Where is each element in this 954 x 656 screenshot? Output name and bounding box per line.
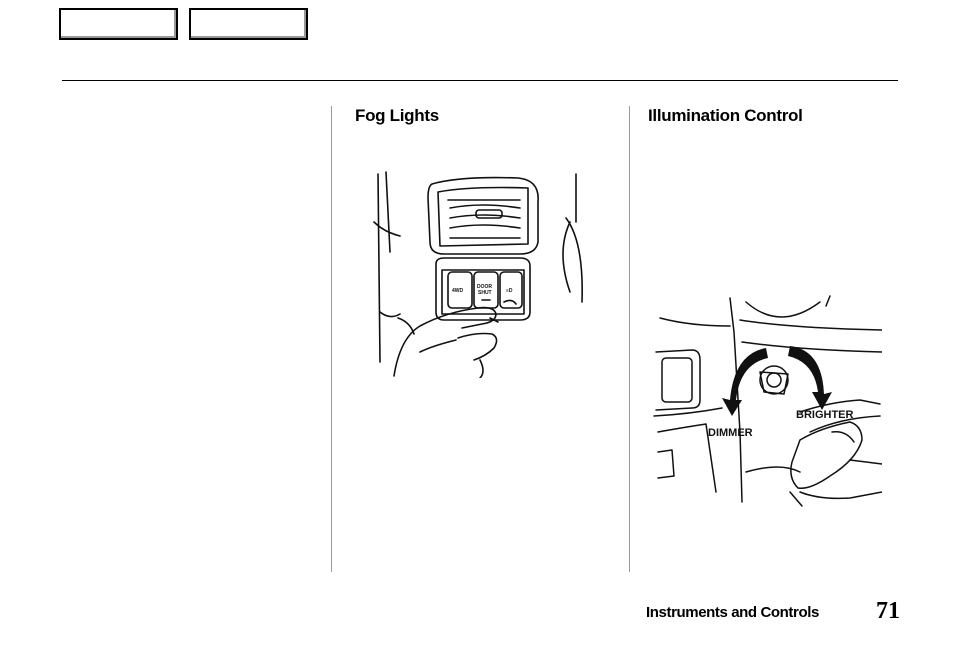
svg-text:≡D: ≡D [506,288,513,294]
header-rule [62,80,898,81]
nav-button-previous[interactable] [59,8,178,40]
fog-lights-heading: Fog Lights [355,106,439,125]
svg-text:SHUT: SHUT [478,290,492,296]
column-divider-right [629,106,630,572]
brighter-label: BRIGHTER [796,409,854,421]
nav-button-next[interactable] [189,8,308,40]
footer-section-title: Instruments and Controls [646,604,819,621]
svg-text:DOOR: DOOR [477,284,492,290]
dimmer-label: DIMMER [708,427,753,439]
column-divider-left [331,106,332,572]
page-number: 71 [876,598,900,624]
illumination-control-heading: Illumination Control [648,106,803,125]
illumination-dial-illustration [650,292,882,508]
svg-text:4WD: 4WD [452,288,464,294]
fog-light-switch-illustration [370,162,588,378]
